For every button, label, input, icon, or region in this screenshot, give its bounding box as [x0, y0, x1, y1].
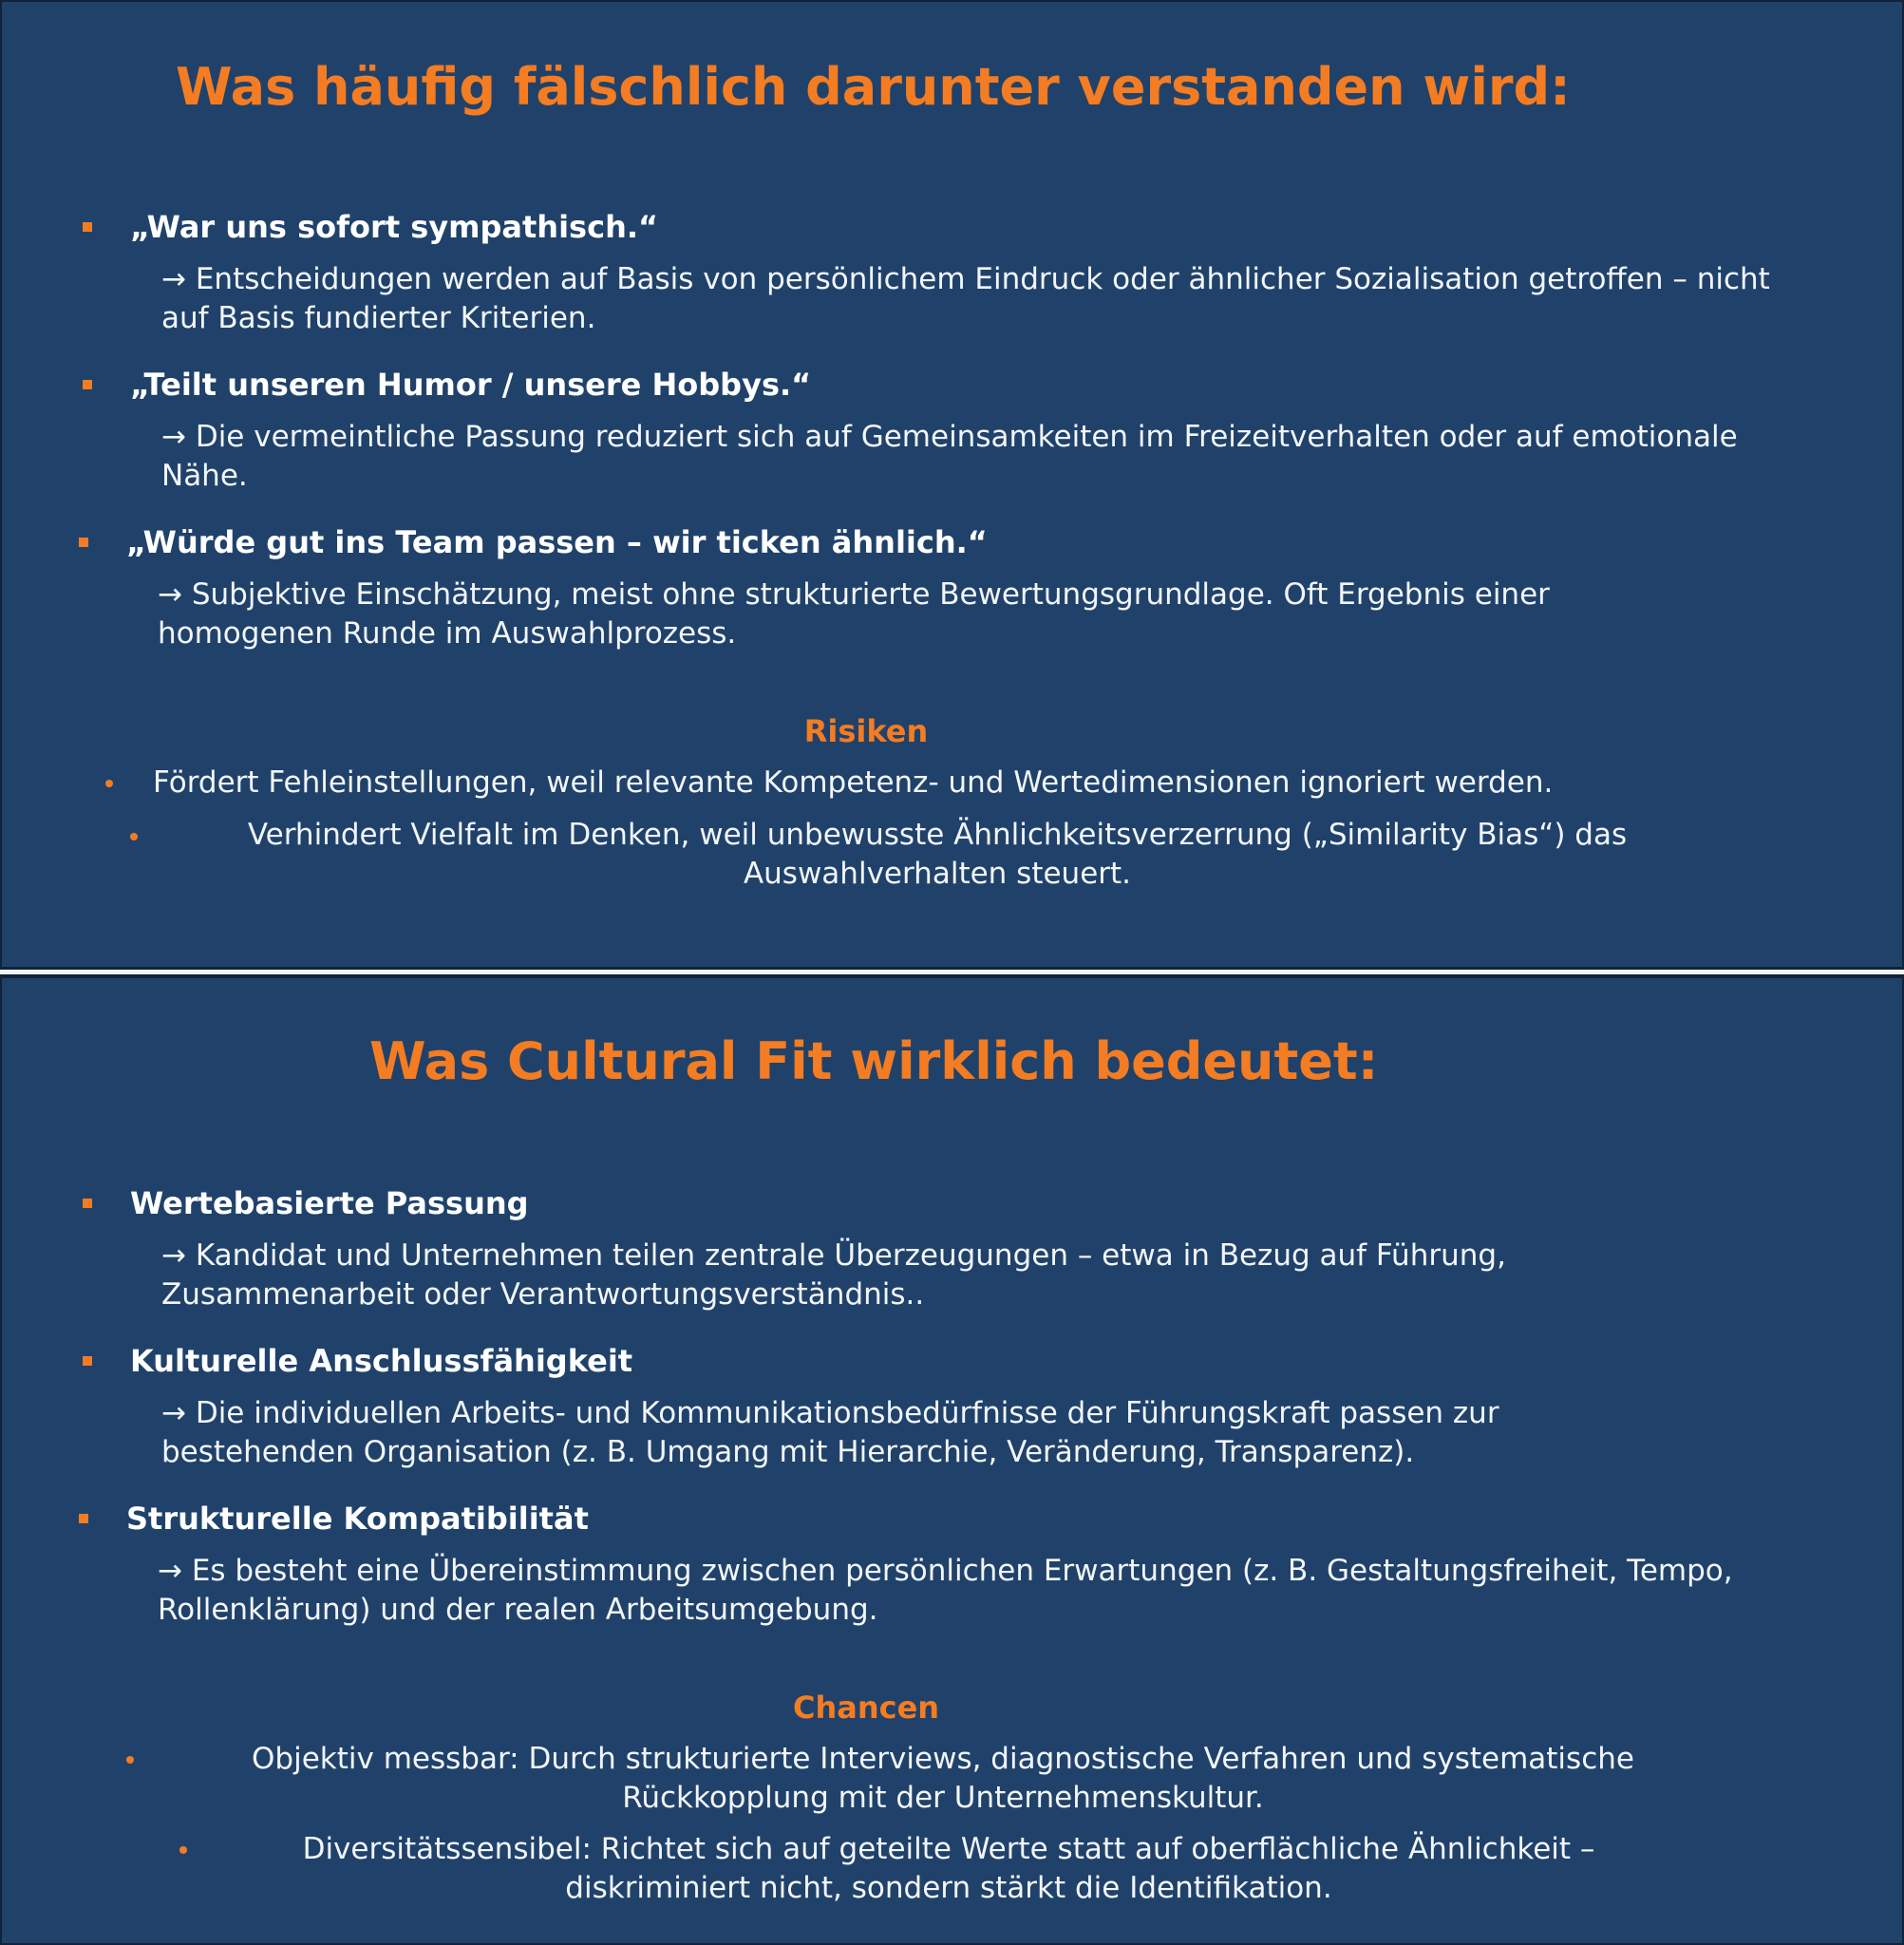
- point-text: Fördert Fehleinstellungen, weil relevante Kompetenz- und Wertedimensionen ignoriert werden.: [153, 765, 1554, 800]
- item-description: → Die individuellen Arbeits- und Kommunikationsbedürfnisse der Führungskraft passen zur bestehenden Organisation (z. B. Umgang mit Hierarchie, Veränderung, Transparenz).: [161, 1396, 1499, 1469]
- square-bullet-icon: [79, 1514, 88, 1523]
- panel-title: Was Cultural Fit wirklich bedeutet:: [369, 1031, 1379, 1091]
- square-bullet-icon: [83, 1356, 92, 1366]
- item-title: Wertebasierte Passung: [130, 1185, 529, 1221]
- panel-cultural-fit: [2, 978, 1902, 1943]
- item-title: Strukturelle Kompatibilität: [126, 1501, 589, 1537]
- item-description: → Die vermeintliche Passung reduziert sich auf Gemeinsamkeiten im Freizeitverhalten oder auf emotionale Nähe.: [161, 420, 1738, 493]
- square-bullet-icon: [79, 538, 88, 547]
- panel-title: Was häufig fälschlich darunter verstanden wird:: [176, 57, 1571, 117]
- dot-bullet-icon: [105, 780, 113, 787]
- dot-bullet-icon: [130, 833, 138, 840]
- item-description: → Subjektive Einschätzung, meist ohne strukturierte Bewertungsgrundlage. Oft Ergebnis einer homogenen Runde im Auswahlprozess.: [158, 577, 1550, 651]
- panel-divider: [0, 970, 1904, 974]
- point-text: Objektiv messbar: Durch strukturierte Interviews, diagnostische Verfahren und systematische Rückkopplung mit der Unternehmenskultur.: [252, 1742, 1634, 1815]
- square-bullet-icon: [83, 380, 92, 389]
- section-label-opportunities: Chancen: [792, 1690, 940, 1726]
- point-text: Diversitätssensibel: Richtet sich auf geteilte Werte statt auf oberflächliche Ähnlichkeit – diskriminiert nicht, sondern stärkt die Identifikation.: [302, 1832, 1595, 1905]
- item-description: → Entscheidungen werden auf Basis von persönlichem Eindruck oder ähnlicher Sozialisation getroffen – nicht auf Basis fundierter Kriterien.: [161, 262, 1770, 335]
- section-label-risks: Risiken: [803, 713, 929, 749]
- item-title: „War uns sofort sympathisch.“: [130, 209, 659, 245]
- dot-bullet-icon: [179, 1846, 187, 1854]
- item-description: → Es besteht eine Übereinstimmung zwischen persönlichen Erwartungen (z. B. Gestaltungsfreiheit, Tempo, Rollenklärung) und der realen Arbeitsumgebung.: [158, 1554, 1733, 1627]
- dot-bullet-icon: [126, 1756, 134, 1764]
- item-description: → Kandidat und Unternehmen teilen zentrale Überzeugungen – etwa in Bezug auf Führung, Zusammenarbeit oder Verantwortungsverständnis..: [161, 1238, 1506, 1312]
- item-title: „Würde gut ins Team passen – wir ticken ähnlich.“: [126, 524, 988, 560]
- square-bullet-icon: [83, 1199, 92, 1208]
- panel-misconceptions: [2, 2, 1902, 967]
- square-bullet-icon: [83, 222, 92, 232]
- item-title: Kulturelle Anschlussfähigkeit: [130, 1343, 633, 1379]
- item-title: „Teilt unseren Humor / unsere Hobbys.“: [130, 367, 812, 403]
- point-text: Verhindert Vielfalt im Denken, weil unbewusste Ähnlichkeitsverzerrung („Similarity Bias“) das Auswahlverhalten steuert.: [247, 818, 1628, 891]
